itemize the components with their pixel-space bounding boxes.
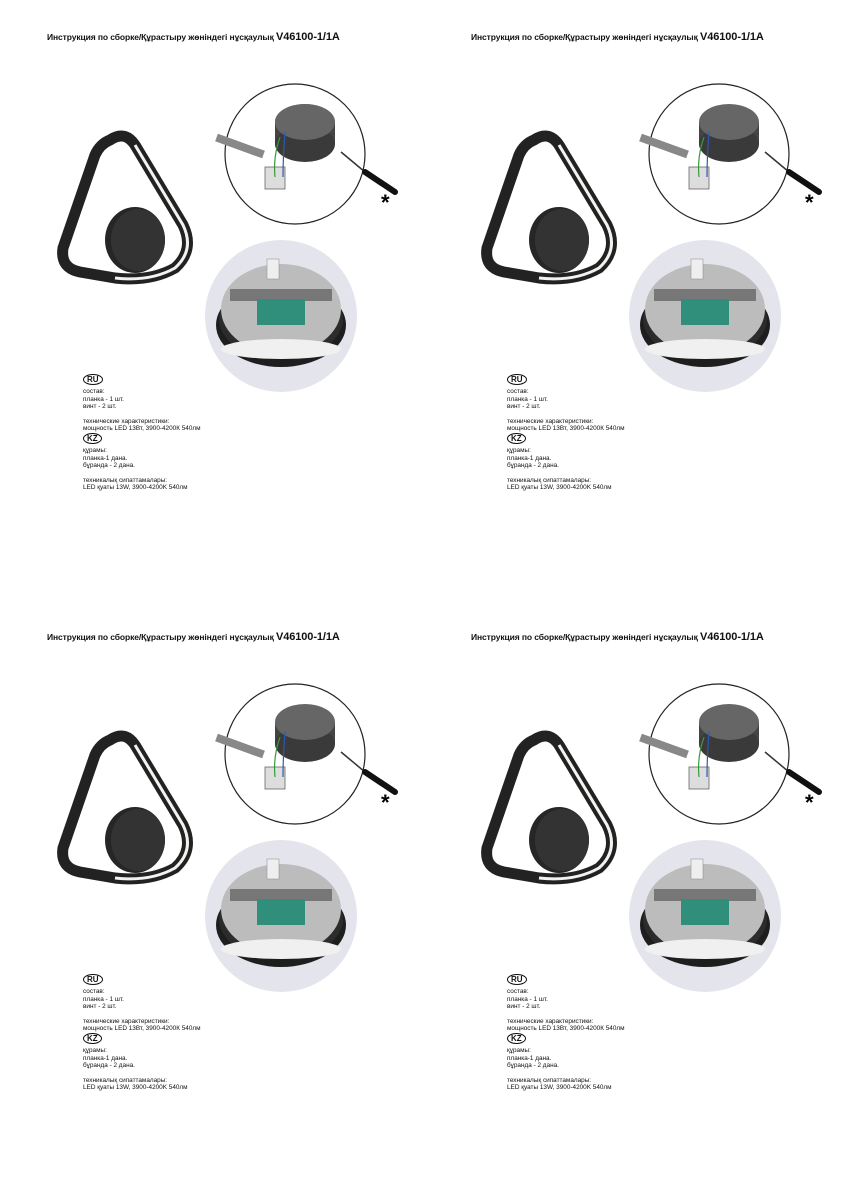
specifications: [507, 974, 625, 1092]
composition-item: планка-1 дана.: [83, 1054, 128, 1062]
lamp-illustration: [479, 730, 619, 890]
composition-item: винт - 2 шт.: [83, 403, 117, 411]
panel-title: Инструкция по сборке/Құрастыру жөніндегі нұсқаулық V46100-1/1A: [471, 31, 764, 43]
diagram-mark: *: [805, 790, 814, 815]
ru-badge: RU: [83, 974, 103, 985]
assembly-diagram: [629, 682, 824, 832]
model-number: V46100-1/1A: [700, 631, 764, 643]
specs-line: мощность LED 13Вт, 3900-4200К 540лм: [507, 425, 625, 433]
fixture-photo: [202, 837, 360, 995]
diagram-mark: *: [805, 190, 814, 215]
assembly-diagram: [205, 82, 400, 232]
composition-item: планка - 1 шт.: [507, 395, 548, 403]
specs-line: LED қуаты 13W, 3900-4200K 540лм: [83, 484, 188, 492]
composition-item: бұранда - 2 дана.: [507, 1062, 559, 1070]
composition-heading: құрамы:: [83, 1046, 107, 1054]
composition-item: бұранда - 2 дана.: [83, 1062, 135, 1070]
composition-item: винт - 2 шт.: [507, 403, 541, 411]
specs-heading: технические характеристики:: [507, 417, 594, 425]
ru-badge: RU: [83, 374, 103, 385]
panel-title: Инструкция по сборке/Құрастыру жөніндегі нұсқаулық V46100-1/1A: [47, 31, 340, 43]
specs-heading: технические характеристики:: [507, 1017, 594, 1025]
instruction-panel-3: [0, 600, 424, 1200]
composition-item: бұранда - 2 дана.: [507, 462, 559, 470]
fixture-photo: [202, 237, 360, 395]
diagram-mark: *: [381, 790, 390, 815]
composition-item: винт - 2 шт.: [507, 1003, 541, 1011]
composition-item: планка-1 дана.: [507, 454, 552, 462]
composition-item: планка-1 дана.: [507, 1054, 552, 1062]
kz-badge: KZ: [83, 433, 102, 444]
specs-heading: технические характеристики:: [83, 417, 170, 425]
specs-heading: техникалық сипаттамалары:: [507, 1076, 592, 1084]
assembly-diagram: [205, 682, 400, 832]
instruction-panel-2: [424, 0, 848, 600]
composition-heading: құрамы:: [507, 1046, 531, 1054]
panel-title: Инструкция по сборке/Құрастыру жөніндегі нұсқаулық V46100-1/1A: [47, 631, 340, 643]
specs-heading: техникалық сипаттамалары:: [83, 1076, 168, 1084]
composition-heading: состав:: [83, 388, 105, 395]
kz-badge: KZ: [83, 1033, 102, 1044]
specs-line: LED қуаты 13W, 3900-4200K 540лм: [83, 1084, 188, 1092]
ru-badge: RU: [507, 374, 527, 385]
fixture-photo: [626, 237, 784, 395]
model-number: V46100-1/1A: [700, 31, 764, 43]
composition-heading: құрамы:: [83, 446, 107, 454]
model-number: V46100-1/1A: [276, 31, 340, 43]
panel-title: Инструкция по сборке/Құрастыру жөніндегі нұсқаулық V46100-1/1A: [471, 631, 764, 643]
lamp-illustration: [479, 130, 619, 290]
specs-line: мощность LED 13Вт, 3900-4200К 540лм: [507, 1025, 625, 1033]
composition-heading: құрамы:: [507, 446, 531, 454]
specs-heading: техникалық сипаттамалары:: [83, 476, 168, 484]
specs-line: мощность LED 13Вт, 3900-4200К 540лм: [83, 425, 201, 433]
ru-badge: RU: [507, 974, 527, 985]
instruction-panel-1: [0, 0, 424, 600]
composition-item: винт - 2 шт.: [83, 1003, 117, 1011]
specs-line: LED қуаты 13W, 3900-4200K 540лм: [507, 484, 612, 492]
composition-item: планка - 1 шт.: [83, 995, 124, 1003]
composition-heading: состав:: [507, 388, 529, 395]
specs-line: LED қуаты 13W, 3900-4200K 540лм: [507, 1084, 612, 1092]
kz-badge: KZ: [507, 1033, 526, 1044]
composition-item: планка-1 дана.: [83, 454, 128, 462]
instruction-panel-4: [424, 600, 848, 1200]
composition-item: планка - 1 шт.: [507, 995, 548, 1003]
composition-item: бұранда - 2 дана.: [83, 462, 135, 470]
diagram-mark: *: [381, 190, 390, 215]
kz-badge: KZ: [507, 433, 526, 444]
fixture-photo: [626, 837, 784, 995]
composition-item: планка - 1 шт.: [83, 395, 124, 403]
model-number: V46100-1/1A: [276, 631, 340, 643]
specs-line: мощность LED 13Вт, 3900-4200К 540лм: [83, 1025, 201, 1033]
composition-heading: состав:: [507, 988, 529, 995]
specifications: [83, 374, 201, 492]
assembly-diagram: [629, 82, 824, 232]
specifications: [83, 974, 201, 1092]
lamp-illustration: [55, 730, 195, 890]
specs-heading: техникалық сипаттамалары:: [507, 476, 592, 484]
composition-heading: состав:: [83, 988, 105, 995]
specifications: [507, 374, 625, 492]
lamp-illustration: [55, 130, 195, 290]
specs-heading: технические характеристики:: [83, 1017, 170, 1025]
